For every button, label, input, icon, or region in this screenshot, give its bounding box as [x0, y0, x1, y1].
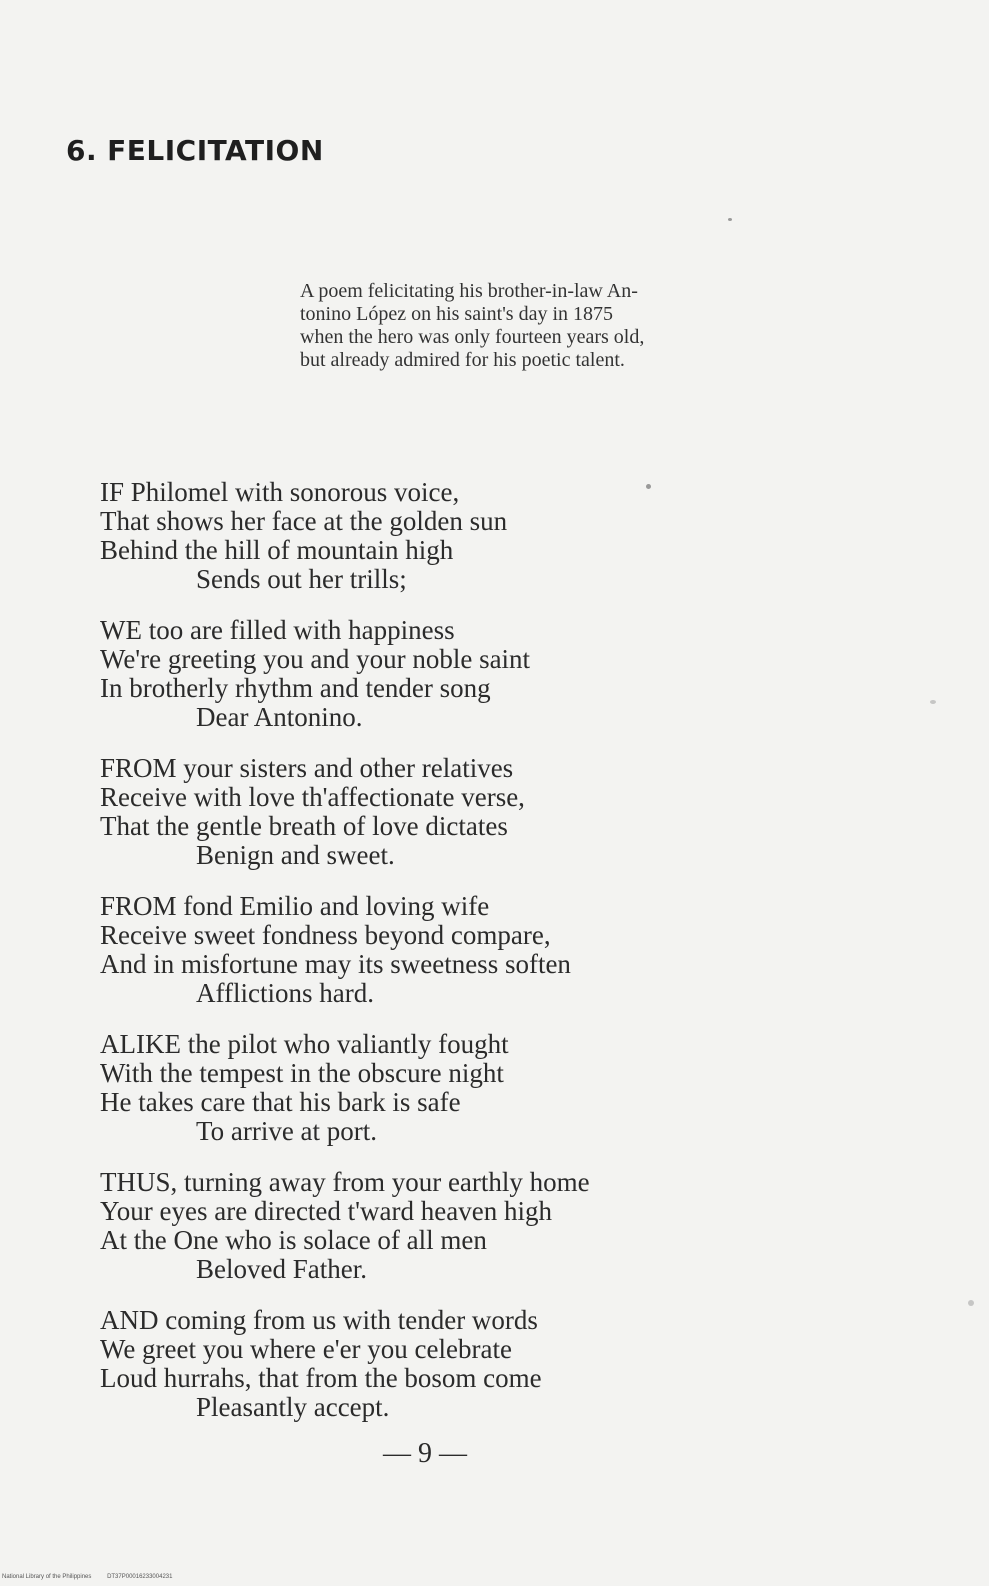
poem-line: That the gentle breath of love dictates: [100, 811, 508, 841]
poem-line: And in misfortune may its sweetness soften: [100, 949, 571, 979]
poem-line: FROM fond Emilio and loving wife: [100, 891, 490, 921]
poem-line: That shows her face at the golden sun: [100, 506, 508, 536]
scan-speck: [968, 1300, 974, 1306]
poem-line: With the tempest in the obscure night: [100, 1058, 504, 1088]
scan-speck: [728, 218, 732, 221]
scan-footer: [2, 1574, 186, 1580]
stanza-2: [100, 616, 740, 732]
poem-line: THUS, turning away from your earthly home: [100, 1167, 590, 1197]
poem-refrain-line: Afflictions hard.: [196, 978, 374, 1008]
poem-line: Receive sweet fondness beyond compare,: [100, 920, 551, 950]
poem-line: Loud hurrahs, that from the bosom come: [100, 1363, 542, 1393]
poem-refrain-line: To arrive at port.: [196, 1116, 378, 1146]
poem-line: We're greeting you and your noble saint: [100, 644, 531, 674]
poem-line: Receive with love th'affectionate verse,: [100, 782, 525, 812]
intro-note: [300, 280, 830, 372]
intro-line: but already admired for his poetic talent.: [300, 349, 625, 371]
intro-line: when the hero was only fourteen years old,: [300, 326, 645, 348]
poem-refrain-line: Dear Antonino.: [196, 702, 363, 732]
intro-line: A poem felicitating his brother-in-law An-: [300, 280, 638, 302]
poem-refrain-line: Pleasantly accept.: [196, 1392, 390, 1422]
poem-line: Your eyes are directed t'ward heaven high: [100, 1196, 552, 1226]
poem-line: AND coming from us with tender words: [100, 1305, 538, 1335]
scan-speck: [930, 700, 936, 704]
poem-line: In brotherly rhythm and tender song: [100, 673, 491, 703]
page-number: — 9 —: [383, 1438, 467, 1469]
stanza-4: [100, 892, 740, 1008]
stanza-5: [100, 1030, 740, 1146]
poem-refrain-line: Sends out her trills;: [196, 564, 407, 594]
scan-speck: [646, 484, 651, 489]
footer-code: DT37P00016233004231: [107, 1574, 173, 1580]
poem-refrain-line: Benign and sweet.: [196, 840, 395, 870]
stanza-7: [100, 1306, 740, 1422]
poem-line: We greet you where e'er you celebrate: [100, 1334, 512, 1364]
section-heading: [66, 134, 324, 167]
poem-line: WE too are filled with happiness: [100, 615, 455, 645]
section-number: 6.: [66, 134, 98, 167]
poem: [100, 478, 740, 1444]
section-title: FELICITATION: [107, 134, 324, 167]
footer-library: National Library of the Philippines: [2, 1574, 92, 1580]
poem-refrain-line: Beloved Father.: [196, 1254, 367, 1284]
stanza-1: [100, 478, 740, 594]
poem-line: He takes care that his bark is safe: [100, 1087, 461, 1117]
poem-line: Behind the hill of mountain high: [100, 535, 454, 565]
poem-line: At the One who is solace of all men: [100, 1225, 487, 1255]
poem-line: IF Philomel with sonorous voice,: [100, 477, 460, 507]
poem-line: FROM your sisters and other relatives: [100, 753, 514, 783]
stanza-3: [100, 754, 740, 870]
poem-line: ALIKE the pilot who valiantly fought: [100, 1029, 509, 1059]
intro-line: tonino López on his saint's day in 1875: [300, 303, 614, 325]
stanza-6: [100, 1168, 740, 1284]
